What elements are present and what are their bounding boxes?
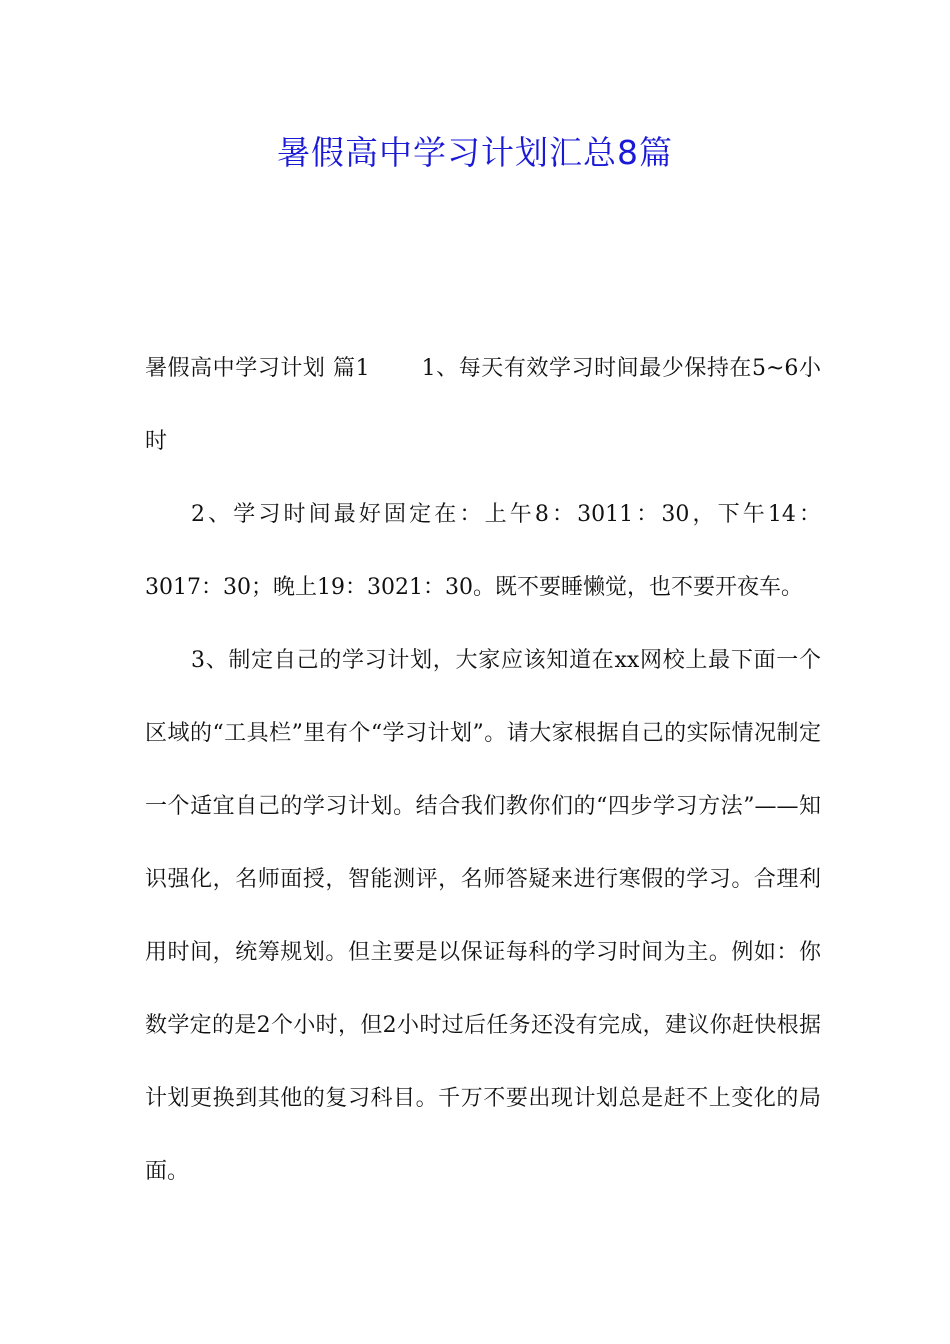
section-heading: 暑假高中学习计划 篇1 [145,356,370,381]
paragraph-2: 2、学习时间最好固定在：上午8：3011：30，下午14：3017：30；晚上19：3021：30。既不要睡懒觉，也不要开夜车。 [145,502,821,600]
paragraph-3: 3、制定自己的学习计划，大家应该知道在xx网校上最下面一个区域的“工具栏”里有个“学习计划”。请大家根据自己的实际情况制定一个适宜自己的学习计划。结合我们教你们的“四步学习方法”——知识强化，名师面授，智能测评，名师答疑来进行寒假的学习。合理利用时间，统筹规划。但主要是以保证每科的学习时间为主。例如：你数学定的是2个小时，但2小时过后任务还没有完成，建议你赶快根据计划更换到其他的复习科目。千万不要出现计划总是赶不上变化的局面。 [145,648,821,1184]
document-title: 暑假高中学习计划汇总8篇 [277,133,673,172]
paragraph-text: 1、每天有效学习时间最少保持在5~6小时 [145,356,821,454]
paragraph-1 [145,332,821,478]
document-body [145,332,821,1208]
